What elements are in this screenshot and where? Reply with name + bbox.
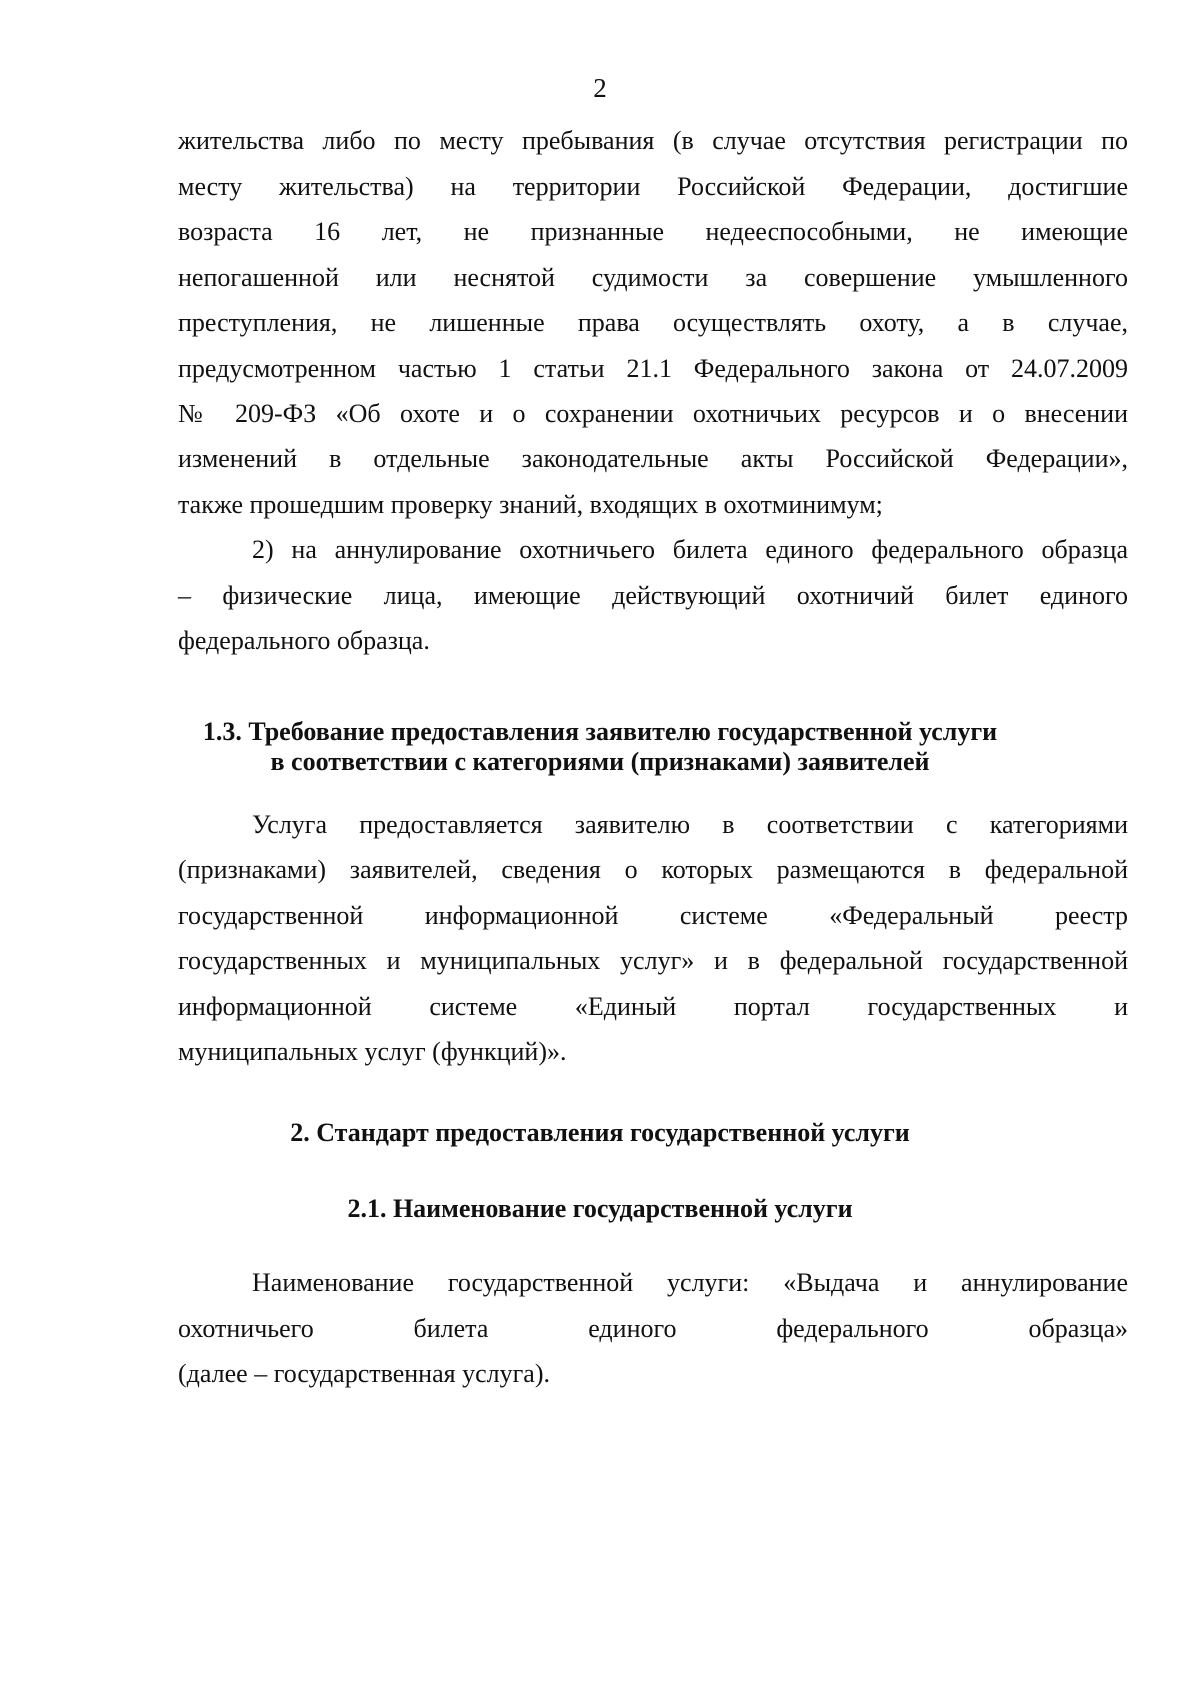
text-line: (признаками) заявителей, сведения о которых размещаются в федеральной: [178, 855, 1128, 884]
text-line: Услуга предоставляется заявителю в соответствии с категориями: [252, 810, 1128, 839]
text-line: возраста 16 лет, не признанные недееспособными, не имеющие: [178, 217, 1128, 246]
text-line: – физические лица, имеющие действующий охотничий билет единого: [178, 581, 1128, 610]
text-line: государственной информационной системе «Федеральный реестр: [178, 901, 1128, 930]
text-line: Наименование государственной услуги: «Выдача и аннулирование: [252, 1268, 1128, 1297]
section-heading: в соответствии с категориями (признаками) заявителей: [270, 747, 930, 776]
text-line: государственных и муниципальных услуг» и в федеральной государственной: [178, 946, 1128, 975]
text-line: жительства либо по месту пребывания (в случае отсутствия регистрации по: [178, 126, 1128, 155]
text-line: предусмотренном частью 1 статьи 21.1 Федерального закона от 24.07.2009: [178, 354, 1128, 383]
section-heading: 1.3. Требование предоставления заявителю государственной услуги: [202, 717, 998, 746]
text-line: также прошедшим проверку знаний, входящих в охотминимум;: [178, 490, 883, 519]
text-line: информационной системе «Единый портал государственных и: [178, 992, 1128, 1021]
text-line: № 209-ФЗ «Об охоте и о сохранении охотничьих ресурсов и о внесении: [178, 399, 1128, 428]
text-line: муниципальных услуг (функций)».: [178, 1037, 567, 1066]
chapter-heading: 2. Стандарт предоставления государственной услуги: [290, 1118, 910, 1147]
section-heading: 2.1. Наименование государственной услуги: [347, 1194, 853, 1223]
text-line: изменений в отдельные законодательные акты Российской Федерации»,: [178, 444, 1128, 473]
text-line: охотничьего билета единого федерального образца»: [178, 1314, 1128, 1343]
text-line: федерального образца.: [178, 626, 430, 655]
text-line: (далее – государственная услуга).: [178, 1359, 550, 1388]
text-line: преступления, не лишенные права осуществлять охоту, а в случае,: [178, 308, 1128, 337]
text-line: непогашенной или неснятой судимости за совершение умышленного: [178, 263, 1128, 292]
text-line: месту жительства) на территории Российской Федерации, достигшие: [178, 172, 1128, 201]
page-number: 2: [593, 73, 607, 103]
text-line: 2) на аннулирование охотничьего билета единого федерального образца: [252, 535, 1128, 564]
